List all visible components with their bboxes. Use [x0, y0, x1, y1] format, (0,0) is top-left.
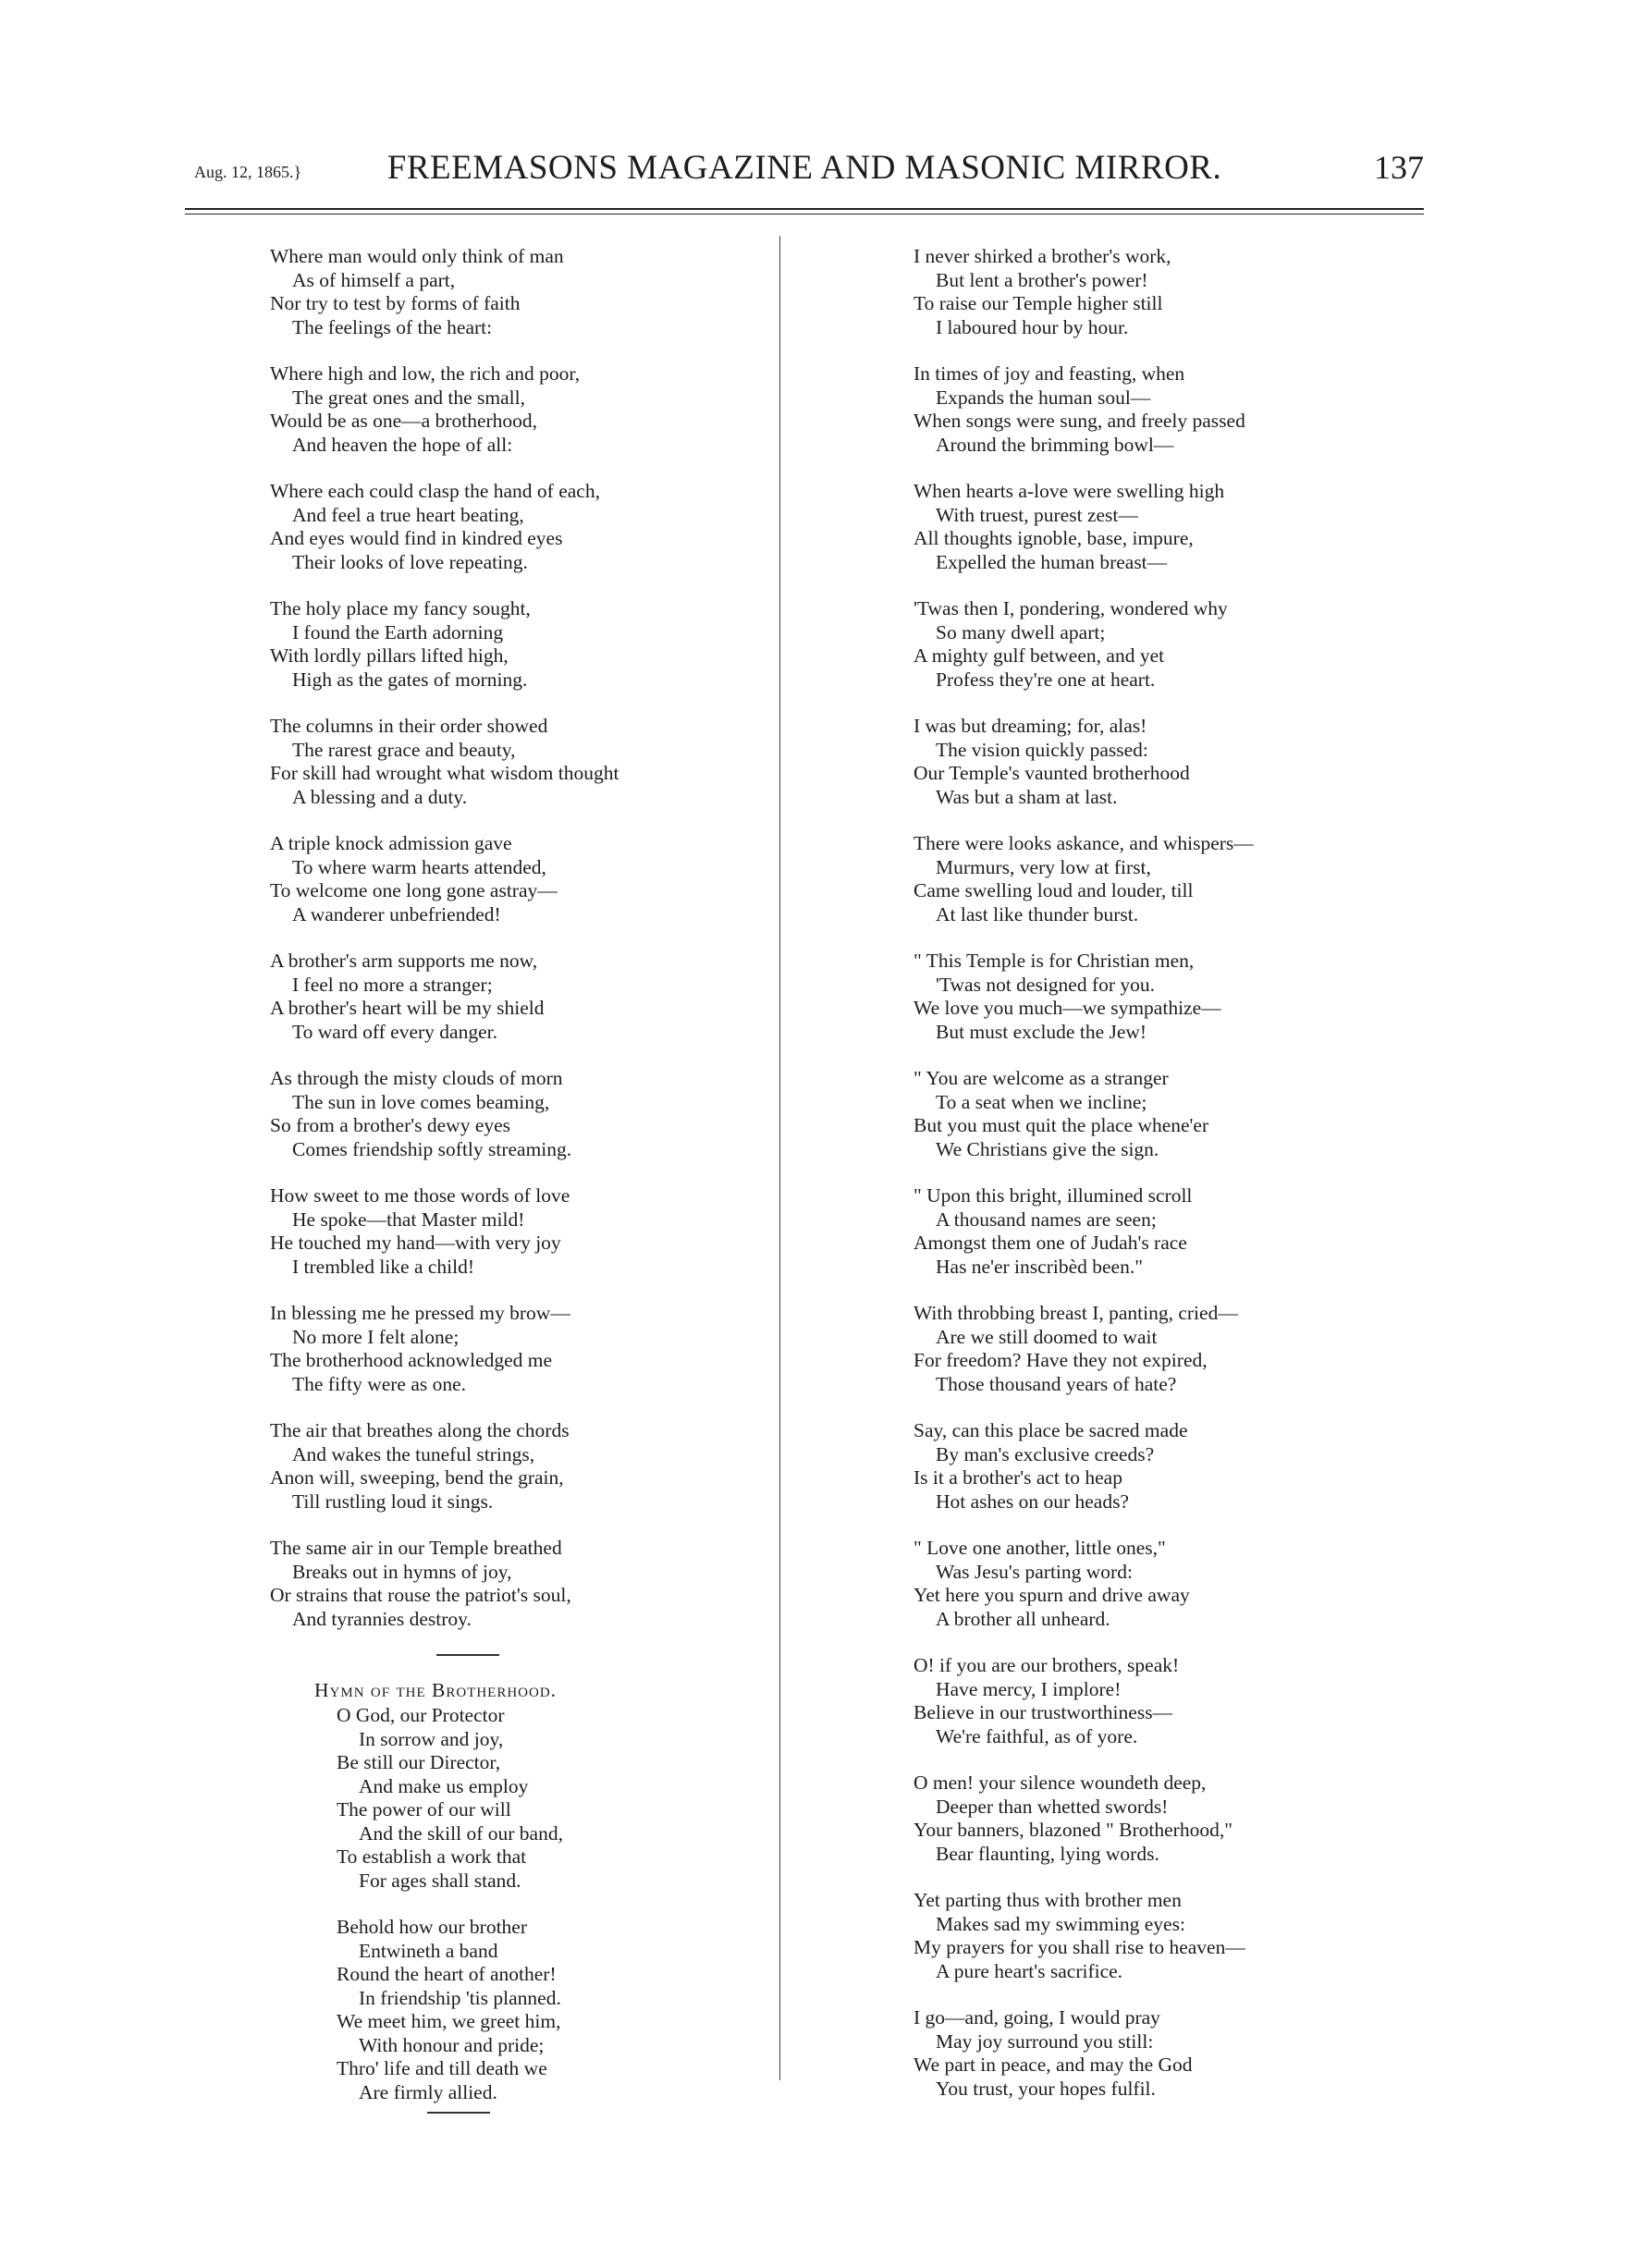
poem-line: By man's exclusive creeds?	[936, 1442, 1155, 1465]
poem-stanza	[270, 362, 788, 457]
poem-line: The feelings of the heart:	[292, 315, 493, 338]
poem-line: In sorrow and joy,	[359, 1727, 504, 1750]
poem-line: O God, our Protector	[337, 1704, 505, 1726]
magazine-title: FREEMASONS MAGAZINE AND MASONIC MIRROR.	[386, 149, 1222, 187]
poem-line: Comes friendship softly streaming.	[292, 1137, 572, 1160]
poem-line: Bear flaunting, lying words.	[936, 1842, 1159, 1865]
poem-stanza	[337, 1704, 788, 1893]
poem-line: But lent a brother's power!	[936, 268, 1148, 291]
poem-stanza	[270, 1537, 788, 1631]
poem-line: To establish a work that	[337, 1845, 527, 1868]
poem-line: With lordly pillars lifted high,	[270, 644, 509, 667]
poem-line: Those thousand years of hate?	[936, 1372, 1177, 1395]
poem-line: He spoke—that Master mild!	[292, 1208, 525, 1231]
poem-line: Expelled the human breast—	[936, 550, 1168, 573]
poem-line: Entwineth a band	[359, 1939, 498, 1962]
poem-line: When hearts a-love were swelling high	[914, 480, 1225, 502]
poem-line: So many dwell apart;	[936, 620, 1106, 644]
poem-stanza	[914, 480, 1339, 574]
poem-line: Where man would only think of man	[270, 245, 564, 267]
poem-line: Murmurs, very low at first,	[936, 855, 1151, 878]
poem-line: We're faithful, as of yore.	[936, 1724, 1138, 1747]
poem-stanza	[270, 715, 788, 809]
poem-line: A brother all unheard.	[936, 1607, 1110, 1630]
poem-line: A wanderer unbefriended!	[292, 902, 501, 926]
poem-line: All thoughts ignoble, base, impure,	[914, 527, 1194, 549]
poem-stanza	[914, 832, 1339, 926]
poem-line: Say, can this place be sacred made	[914, 1419, 1188, 1441]
poem-line: How sweet to me those words of love	[270, 1184, 570, 1207]
poem-stanza	[914, 715, 1339, 809]
poem-line: He touched my hand—with very joy	[270, 1232, 561, 1254]
poem-line: Till rustling loud it sings.	[292, 1490, 494, 1513]
poem-line: Your banners, blazoned " Brotherhood,"	[914, 1819, 1232, 1841]
header-rule-thin	[185, 214, 1424, 215]
poem-line: The same air in our Temple breathed	[270, 1537, 562, 1559]
poem-line: " You are welcome as a stranger	[914, 1067, 1169, 1089]
poem-line: To a seat when we incline;	[936, 1090, 1147, 1113]
poem-line: For ages shall stand.	[359, 1869, 521, 1892]
poem-line: In blessing me he pressed my brow—	[270, 1302, 570, 1324]
poem-line: With honour and pride;	[359, 2033, 545, 2056]
poem-line: A blessing and a duty.	[292, 785, 468, 808]
poem-line: 'Twas then I, pondering, wondered why	[914, 597, 1228, 619]
poem-line: To ward off every danger.	[292, 1020, 497, 1043]
poem-line: Thro' life and till death we	[337, 2057, 547, 2079]
poem-line: Anon will, sweeping, bend the grain,	[270, 1466, 564, 1489]
poem-line: Expands the human soul—	[936, 386, 1151, 409]
poem-line: I trembled like a child!	[292, 1255, 475, 1278]
poem-line: A brother's heart will be my shield	[270, 997, 545, 1019]
poem-line: May joy surround you still:	[936, 2029, 1154, 2053]
page-header	[185, 148, 1424, 194]
poem-stanza	[914, 950, 1339, 1044]
poem-line: High as the gates of morning.	[292, 668, 528, 691]
poem-line: We meet him, we greet him,	[337, 2010, 561, 2032]
poem-line: As through the misty clouds of morn	[270, 1067, 563, 1089]
poem-line: We part in peace, and may the God	[914, 2053, 1193, 2076]
poem-line: Have mercy, I implore!	[936, 1677, 1122, 1700]
poem-line: O! if you are our brothers, speak!	[914, 1654, 1180, 1676]
poem-line: Be still our Director,	[337, 1751, 501, 1773]
poem-line: With throbbing breast I, panting, cried—	[914, 1302, 1238, 1324]
poem-stanza	[270, 1419, 788, 1514]
issue-date: Aug. 12, 1865.}	[194, 163, 302, 181]
poem-stanza	[914, 2006, 1339, 2101]
poem-line: The power of our will	[337, 1798, 511, 1821]
poem-line: Was Jesu's parting word:	[936, 1560, 1133, 1583]
poem-line: The great ones and the small,	[292, 386, 525, 409]
poem-line: Was but a sham at last.	[936, 785, 1118, 808]
poem-line: And the skill of our band,	[359, 1821, 563, 1845]
poem-stanza	[914, 1537, 1339, 1631]
poem-line: We Christians give the sign.	[936, 1137, 1159, 1160]
poem-line: The rarest grace and beauty,	[292, 738, 516, 761]
poem-stanza	[914, 245, 1339, 339]
poem-line: In friendship 'tis planned.	[359, 1986, 561, 2009]
poem-line: Came swelling loud and louder, till	[914, 879, 1194, 901]
poem-line: With truest, purest zest—	[936, 503, 1138, 526]
right-column	[914, 245, 1339, 2124]
poem-stanza	[914, 1302, 1339, 1396]
poem-stanza	[270, 245, 788, 339]
poem-stanza	[914, 1184, 1339, 1279]
poem-line: The columns in their order showed	[270, 715, 548, 737]
poem-line: At last like thunder burst.	[936, 902, 1139, 926]
poem-line: Behold how our brother	[337, 1916, 528, 1938]
poem-line: " This Temple is for Christian men,	[914, 950, 1195, 972]
poem-line: And feel a true heart beating,	[292, 503, 524, 526]
poem-line: In times of joy and feasting, when	[914, 362, 1185, 385]
poem-line: For skill had wrought what wisdom thought	[270, 762, 619, 784]
poem-line: To welcome one long gone astray—	[270, 879, 558, 901]
poem-line: And eyes would find in kindred eyes	[270, 527, 563, 549]
poem-stanza	[914, 1654, 1339, 1748]
poem-line: A mighty gulf between, and yet	[914, 644, 1165, 667]
poem-line: When songs were sung, and freely passed	[914, 410, 1245, 432]
poem-line: We love you much—we sympathize—	[914, 997, 1221, 1019]
poem-line: The air that breathes along the chords	[270, 1419, 570, 1441]
poem-line: Round the heart of another!	[337, 1963, 557, 1985]
poem-line: No more I felt alone;	[292, 1325, 460, 1348]
poem-line: A brother's arm supports me now,	[270, 950, 538, 972]
poem-line: Are we still doomed to wait	[936, 1325, 1158, 1348]
poem-stanza	[914, 1771, 1339, 1866]
poem-line: To where warm hearts attended,	[292, 855, 546, 878]
poem-line: As of himself a part,	[292, 268, 456, 291]
poem-line: Is it a brother's act to heap	[914, 1466, 1122, 1489]
poem-line: " Upon this bright, illumined scroll	[914, 1184, 1193, 1207]
poem-stanza	[270, 1302, 788, 1396]
poem-line: Breaks out in hymns of joy,	[292, 1560, 512, 1583]
hymn-body	[270, 1704, 788, 2104]
poem-line: And wakes the tuneful strings,	[292, 1442, 535, 1465]
poem-line: Are firmly allied.	[359, 2080, 497, 2103]
poem-line: But you must quit the place whene'er	[914, 1114, 1209, 1136]
poem-stanza	[270, 597, 788, 692]
poem-line: Profess they're one at heart.	[936, 668, 1156, 691]
poem-line: To raise our Temple higher still	[914, 292, 1163, 314]
poem-line: The holy place my fancy sought,	[270, 597, 531, 619]
poem-line: Where each could clasp the hand of each,	[270, 480, 600, 502]
poem-line: The fifty were as one.	[292, 1372, 467, 1395]
poem-line: My prayers for you shall rise to heaven—	[914, 1936, 1245, 1958]
poem-line: And heaven the hope of all:	[292, 433, 513, 456]
poem-line: You trust, your hopes fulfil.	[936, 2077, 1156, 2100]
poem-line: The brotherhood acknowledged me	[270, 1349, 553, 1371]
poem-line: Believe in our trustworthiness—	[914, 1701, 1173, 1723]
poem-line: The vision quickly passed:	[936, 738, 1148, 761]
poem-line: I laboured hour by hour.	[936, 315, 1129, 338]
poem-line: A triple knock admission gave	[270, 832, 512, 854]
poem-stanza	[337, 1916, 788, 2104]
poem-line: A pure heart's sacrifice.	[936, 1959, 1123, 1982]
poem-line: There were looks askance, and whispers—	[914, 832, 1254, 854]
poem-line: I feel no more a stranger;	[292, 973, 493, 996]
poem-line: Amongst them one of Judah's race	[914, 1232, 1187, 1254]
poem-stanza	[270, 832, 788, 926]
poem-line: Nor try to test by forms of faith	[270, 292, 521, 314]
poem-line: Around the brimming bowl—	[936, 433, 1174, 456]
poem-line: For freedom? Have they not expired,	[914, 1349, 1208, 1371]
poem-line: I was but dreaming; for, alas!	[914, 715, 1147, 737]
poem-stanza	[914, 1889, 1339, 1983]
poem-stanza	[914, 597, 1339, 692]
poem-line: " Love one another, little ones,"	[914, 1537, 1166, 1559]
poem-line: I go—and, going, I would pray	[914, 2006, 1160, 2029]
poem-stanza	[270, 1184, 788, 1279]
poem-line: So from a brother's dewy eyes	[270, 1114, 511, 1136]
poem-line: Where high and low, the rich and poor,	[270, 362, 581, 385]
poem-stanza	[270, 950, 788, 1044]
header-rule	[185, 208, 1424, 210]
poem-line: Makes sad my swimming eyes:	[936, 1912, 1185, 1935]
left-column	[270, 245, 788, 2114]
poem-line: But must exclude the Jew!	[936, 1020, 1147, 1043]
poem-line: Has ne'er inscribèd been."	[936, 1255, 1143, 1278]
poem-line: Their looks of love repeating.	[292, 550, 528, 573]
poem-stanza	[270, 1067, 788, 1161]
poem-line: Deeper than whetted swords!	[936, 1795, 1169, 1818]
poem-line: And make us employ	[359, 1774, 529, 1797]
poem-stanza	[914, 1067, 1339, 1161]
poem-line: The sun in love comes beaming,	[292, 1090, 550, 1113]
hymn-title: Hymn of the Brotherhood.	[314, 1679, 558, 1701]
poem-line: Or strains that rouse the patriot's soul,	[270, 1584, 571, 1606]
poem-stanza	[270, 480, 788, 574]
poem-line: And tyrannies destroy.	[292, 1607, 472, 1630]
end-separator	[427, 2112, 490, 2114]
poem-line: Our Temple's vaunted brotherhood	[914, 762, 1190, 784]
poem-line: O men! your silence woundeth deep,	[914, 1771, 1207, 1794]
poem-stanza	[914, 1419, 1339, 1514]
poem-line: I found the Earth adorning	[292, 620, 504, 644]
poem-line: Yet here you spurn and drive away	[914, 1584, 1190, 1606]
poem-line: Yet parting thus with brother men	[914, 1889, 1182, 1911]
poem-line: Would be as one—a brotherhood,	[270, 410, 538, 432]
poem-line: Hot ashes on our heads?	[936, 1490, 1129, 1513]
poem-line: A thousand names are seen;	[936, 1208, 1157, 1231]
page-number: 137	[1374, 149, 1424, 186]
section-separator	[436, 1654, 499, 1656]
poem-line: I never shirked a brother's work,	[914, 245, 1171, 267]
poem-line: 'Twas not designed for you.	[936, 973, 1156, 996]
poem-stanza	[914, 362, 1339, 457]
